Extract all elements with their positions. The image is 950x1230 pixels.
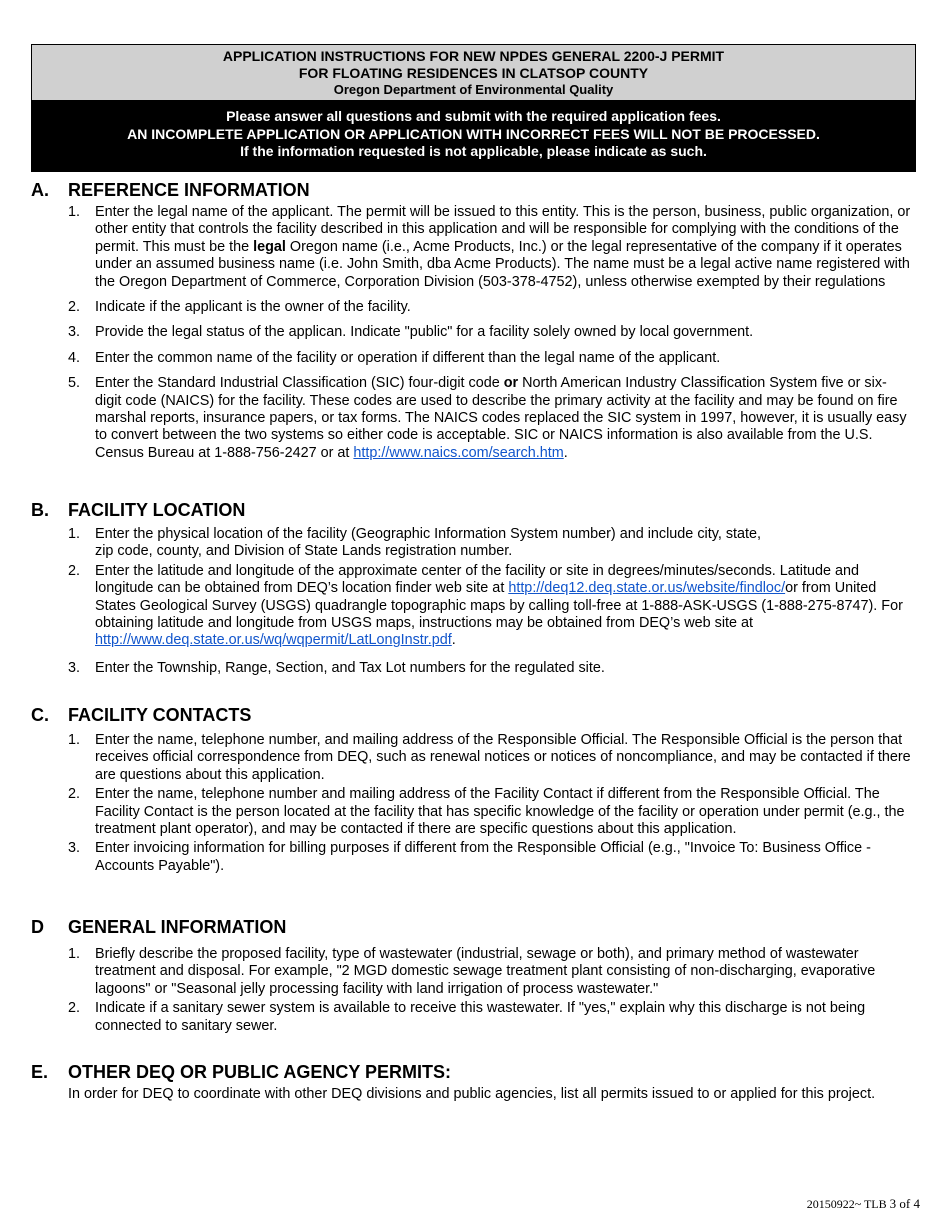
list-item: 1. Enter the legal name of the applicant. The permit will be issued to this entity. This is the person, business, public organization, or other entity that controls the facility described in this application and will be responsible for complying with the conditions of the permit. This must be the legal Oregon name (i.e., Acme Products, Inc.) or the legal representative of the company if it operates under an assumed business name (i.e. John Smith, dba Acme Products). The name must be a legal active name registered with the Oregon Department of Commerce, Corporation Division (503-378-4752), unless otherwise exempted by their regulations: [68, 204, 911, 290]
naics-link[interactable]: http://www.naics.com/search.htm: [353, 444, 564, 461]
section-c-title: FACILITY CONTACTS: [68, 705, 252, 725]
section-c-list: [31, 732, 911, 875]
header-agency: Oregon Department of Environmental Quality: [333, 82, 614, 97]
section-c-letter: C.: [31, 705, 49, 725]
section-b: [31, 499, 911, 677]
section-e-text: In order for DEQ to coordinate with other DEQ divisions and public agencies, list all permits issued to or applied for this project.: [68, 1086, 876, 1102]
location-finder-link[interactable]: http://deq12.deq.state.or.us/website/findloc/: [508, 580, 786, 597]
header-title-block: [32, 45, 915, 100]
section-e: [31, 1061, 911, 1103]
section-b-letter: B.: [31, 500, 49, 520]
section-c: [31, 704, 911, 875]
list-item: 2. Enter the name, telephone number and mailing address of the Facility Contact if different from the Responsible Official. The Facility Contact is the person located at the facility that has specific knowledge of the facility or operation under permit (e.g., the treatment plant operator), and may be contacted if there are specific questions about this application.: [68, 786, 905, 838]
section-d: [31, 916, 911, 1035]
list-item: 3. Enter the Township, Range, Section, and Tax Lot numbers for the regulated site.: [68, 659, 605, 676]
notice-line3: If the information requested is not applicable, please indicate as such.: [240, 143, 707, 159]
section-a-heading: [31, 179, 911, 201]
header-box: [31, 44, 916, 172]
list-item: 3. Provide the legal status of the applican. Indicate "public" for a facility solely owned by local government.: [68, 324, 754, 341]
page-footer: [807, 1196, 920, 1212]
notice-line1: Please answer all questions and submit with the required application fees.: [226, 108, 721, 124]
list-item: 1. Briefly describe the proposed facility, type of wastewater (industrial, sewage or both), and primary method of wastewater treatment and disposal. For example, "2 MGD domestic sewage treatment plant consisting of non-discharging, evaporative lagoons" or "Seasonal jelly processing facility with land irrigation of process wastewater.": [68, 946, 876, 997]
section-a: [31, 179, 911, 462]
section-d-list: [31, 946, 911, 1035]
latlong-instructions-link[interactable]: http://www.deq.state.or.us/wq/wqpermit/LatLongInstr.pdf: [95, 632, 452, 649]
section-e-letter: E.: [31, 1062, 49, 1082]
section-b-heading: [31, 499, 911, 521]
section-a-letter: A.: [31, 180, 49, 200]
section-a-title: REFERENCE INFORMATION: [68, 180, 310, 200]
list-item: 1. Enter the name, telephone number, and mailing address of the Responsible Official. The Responsible Official is the person that receives official correspondence from DEQ, such as renewal notices or notices of noncompliance, and may be contacted if there are questions about this application.: [68, 732, 911, 783]
header-title-line1: APPLICATION INSTRUCTIONS FOR NEW NPDES GENERAL 2200-J PERMIT: [222, 48, 725, 64]
section-d-letter: D: [31, 917, 44, 937]
list-item: 2. Indicate if a sanitary sewer system is available to receive this wastewater. If "yes," explain why this discharge is not being connected to sanitary sewer.: [68, 1000, 866, 1034]
section-d-title: GENERAL INFORMATION: [68, 917, 287, 937]
header-title-line2: FOR FLOATING RESIDENCES IN CLATSOP COUNTY: [298, 65, 649, 81]
section-b-list: [31, 526, 911, 677]
section-a-list: [31, 204, 911, 462]
page-number: 3 of 4: [889, 1196, 920, 1211]
list-item: 4. Enter the common name of the facility or operation if different than the legal name of the applicant.: [68, 349, 721, 366]
footer-code: 20150922~ TLB: [806, 1197, 890, 1211]
header-notice-block: [32, 100, 915, 171]
list-item: 5. Enter the Standard Industrial Classification (SIC) four-digit code or North American Industry Classification System five or six-digit code (NAICS) for the facility. These codes are used to describe the primary activity at the facility and may be found on fire marshal reports, insurance papers, or tax forms. The NAICS codes replaced the SIC system in 1997, however, it is usually easy to convert between the two systems so either code is acceptable. SIC or NAICS information is also available from the U.S. Census Bureau at 1-888-756-2427 or at http://www.naics.com/search.htm.: [68, 375, 907, 461]
list-item: 3. Enter invoicing information for billing purposes if different from the Responsible Official (e.g., "Invoice To: Business Office - Accounts Payable").: [68, 840, 871, 874]
notice-line2: AN INCOMPLETE APPLICATION OR APPLICATION WITH INCORRECT FEES WILL NOT BE PROCESSED.: [127, 125, 820, 142]
list-item: 1. Enter the physical location of the facility (Geographic Information System number) and include city, state, zip code, county, and Division of State Lands registration number.: [68, 526, 762, 560]
section-e-title: OTHER DEQ OR PUBLIC AGENCY PERMITS:: [68, 1062, 452, 1082]
section-e-heading: [31, 1061, 911, 1083]
section-c-heading: [31, 704, 911, 726]
section-b-title: FACILITY LOCATION: [68, 500, 246, 520]
section-d-heading: [31, 916, 911, 938]
list-item: 2. Indicate if the applicant is the owner of the facility.: [68, 299, 411, 316]
list-item: 2. Enter the latitude and longitude of the approximate center of the facility or site in degrees/minutes/seconds. Latitude and longitude can be obtained from DEQ’s location finder web site at http://deq12.deq.state.or.us/website/findloc/or from United States Geological Survey (USGS) quadrangle topographic maps by calling toll-free at 1-888-ASK-USGS (1-888-275-8747). For obtaining latitude and longitude from USGS maps, instructions may be obtained from DEQ’s web site at http://www.deq.state.or.us/wq/wqpermit/LatLongInstr.pdf.: [68, 562, 903, 649]
